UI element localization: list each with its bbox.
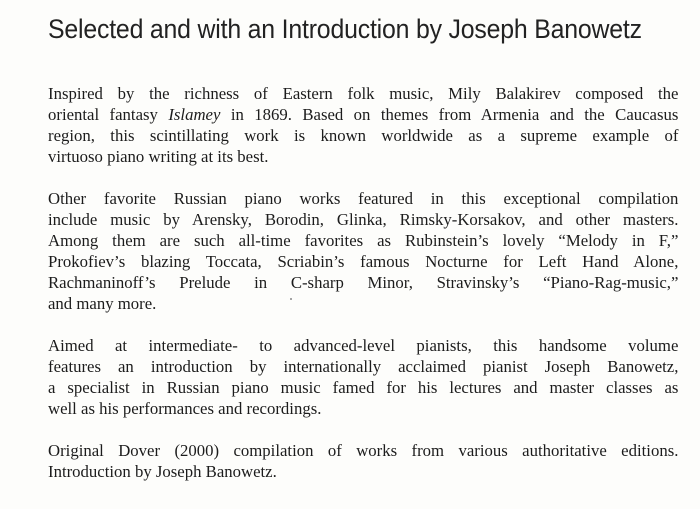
text-line: region, this scintillating work is known worldwide as a supreme example of [48,126,679,145]
text-line: Original Dover (2000) compilation of works from various authoritative editions. [48,441,679,460]
text-line: Prokofiev’s blazing Toccata, Scriabin’s famous Nocturne for Left Hand Alone, [48,252,679,271]
paragraph-1 [48,83,688,167]
paragraph-4 [48,440,688,482]
text-line: and many more. [48,294,157,313]
page-heading: Selected and with an Introduction by Joseph Banowetz [48,14,642,44]
paragraph-2 [48,188,688,314]
text-line: well as his performances and recordings. [48,399,322,418]
text-line: Inspired by the richness of Eastern folk music, Mily Balakirev composed the [48,84,679,103]
text-line: include music by Arensky, Borodin, Glinka, Rimsky-Korsakov, and other masters. [48,210,679,229]
text-line: Rachmaninoff’s Prelude in C-sharp Minor, Stravinsky’s “Piano-Rag-music,” [48,273,679,292]
text-segment: in 1869. Based on themes from Armenia and the Caucasus [220,105,679,124]
text-line: Aimed at intermediate- to advanced-level pianists, this handsome volume [48,336,679,355]
paragraph-3 [48,335,688,419]
description-body [48,83,688,503]
text-line: Other favorite Russian piano works featured in this exceptional compilation [48,189,679,208]
text-line: Introduction by Joseph Banowetz. [48,462,277,481]
italic-title: Islamey [168,105,221,124]
text-line: Among them are such all-time favorites as Rubinstein’s lovely “Melody in F,” [48,231,679,250]
text-line [48,104,678,125]
text-line: features an introduction by internationally acclaimed pianist Joseph Banowetz, [48,357,679,376]
text-segment: oriental fantasy [48,105,169,124]
text-line: virtuoso piano writing at its best. [48,147,269,166]
scan-speck [290,298,292,300]
text-line: a specialist in Russian piano music famed for his lectures and master classes as [48,378,679,397]
